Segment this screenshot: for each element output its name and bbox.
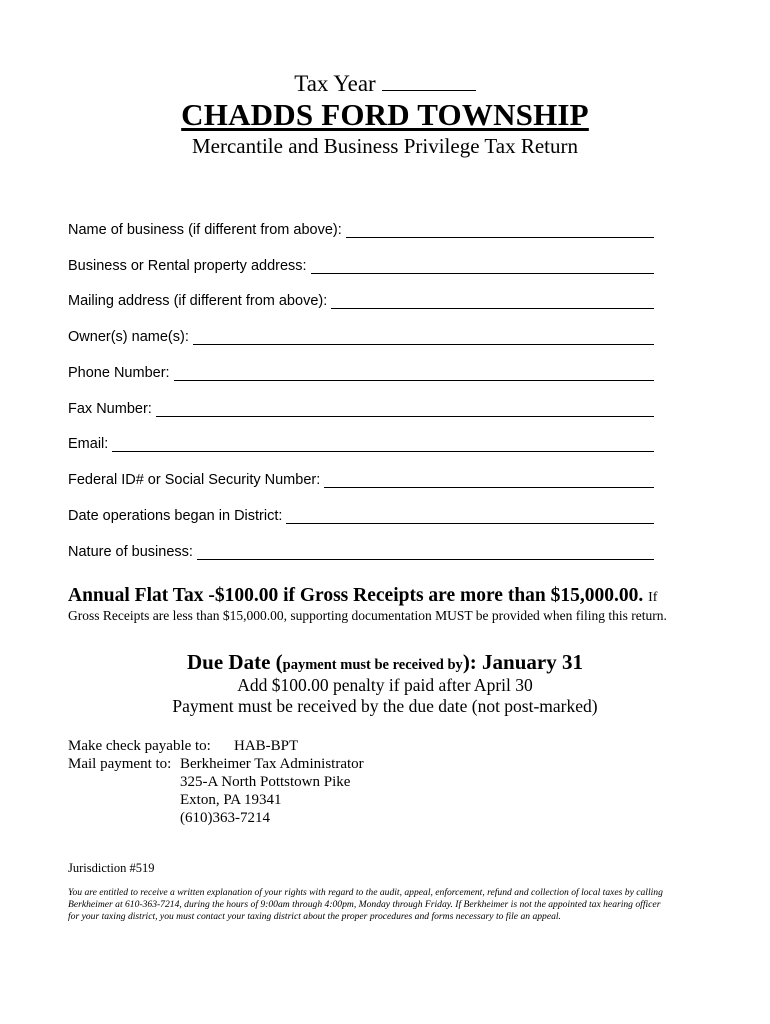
address-line: (610)363-7214	[180, 810, 270, 826]
field-label: Federal ID# or Social Security Number:	[68, 472, 321, 488]
payment-received-note: Payment must be received by the due date (not post-marked)	[172, 696, 598, 716]
field-label: Owner(s) name(s):	[68, 329, 189, 345]
date-operations-blank[interactable]	[286, 509, 654, 524]
due-date-label-small: payment must be received by	[282, 657, 463, 673]
field-label: Date operations began in District:	[68, 508, 283, 524]
property-address-blank[interactable]	[311, 259, 654, 274]
footer-line: Berkheimer at 610-363-7214, during the hours of 9:00am through 4:00pm, Monday through Friday. If Berkheimer is not the appointed tax hearing officer	[68, 899, 661, 910]
penalty-note: Add $100.00 penalty if paid after April 30	[237, 675, 533, 695]
field-label: Fax Number:	[68, 401, 152, 417]
field-mailing-address	[68, 289, 654, 309]
field-label: Business or Rental property address:	[68, 258, 307, 274]
field-label: Mailing address (if different from above):	[68, 293, 328, 309]
field-email	[68, 432, 654, 452]
phone-number-blank[interactable]	[174, 366, 654, 381]
annual-flat-tax	[68, 585, 708, 607]
mail-label: Mail payment to:	[68, 756, 172, 772]
mailing-address-blank[interactable]	[331, 294, 654, 309]
payable-value: HAB-BPT	[234, 738, 299, 754]
flat-tax-text: Annual Flat Tax -$100.00 if Gross Receipts are more than $15,000.00.	[68, 585, 644, 606]
footer-line: You are entitled to receive a written explanation of your rights with regard to the audit, appeal, enforcement, refund and collection of local taxes by calling	[68, 887, 663, 898]
field-label: Email:	[68, 436, 109, 452]
nature-of-business-blank[interactable]	[197, 545, 654, 560]
address-line: Exton, PA 19341	[180, 792, 282, 808]
email-blank[interactable]	[112, 437, 654, 452]
page-subtitle: Mercantile and Business Privilege Tax Return	[192, 134, 578, 158]
due-date-label-start: Due Date (	[187, 650, 283, 674]
address-line: 325-A North Pottstown Pike	[180, 774, 351, 790]
field-business-name	[68, 218, 654, 238]
field-label: Nature of business:	[68, 544, 193, 560]
field-label: Phone Number:	[68, 365, 170, 381]
payable-label: Make check payable to:	[68, 738, 211, 754]
field-fax-number	[68, 397, 654, 417]
rights-footer	[68, 887, 718, 923]
field-owner-names	[68, 325, 654, 345]
tax-year-label: Tax Year	[294, 71, 376, 96]
tax-year-line	[0, 70, 770, 97]
field-federal-id	[68, 468, 654, 488]
jurisdiction: Jurisdiction #519	[68, 861, 155, 875]
owner-names-blank[interactable]	[193, 330, 654, 345]
field-nature-of-business	[68, 540, 654, 560]
business-name-blank[interactable]	[346, 223, 654, 238]
tax-year-blank[interactable]	[382, 70, 476, 91]
gross-receipts-note: Gross Receipts are less than $15,000.00, supporting documentation MUST be provided when filing this return.	[68, 608, 667, 623]
due-date	[0, 650, 770, 675]
page-title: CHADDS FORD TOWNSHIP	[181, 97, 589, 132]
footer-line: for your taxing district, you must contact your taxing district about the proper procedures and forms necessary to file an appeal.	[68, 911, 561, 922]
due-date-label-end: ): January 31	[462, 650, 583, 674]
address-line: Berkheimer Tax Administrator	[180, 756, 364, 772]
field-phone-number	[68, 361, 654, 381]
field-date-operations	[68, 504, 654, 524]
field-label: Name of business (if different from above):	[68, 222, 342, 238]
flat-tax-tail: If	[648, 590, 658, 605]
field-property-address	[68, 254, 654, 274]
federal-id-blank[interactable]	[324, 473, 654, 488]
fax-number-blank[interactable]	[156, 402, 654, 417]
